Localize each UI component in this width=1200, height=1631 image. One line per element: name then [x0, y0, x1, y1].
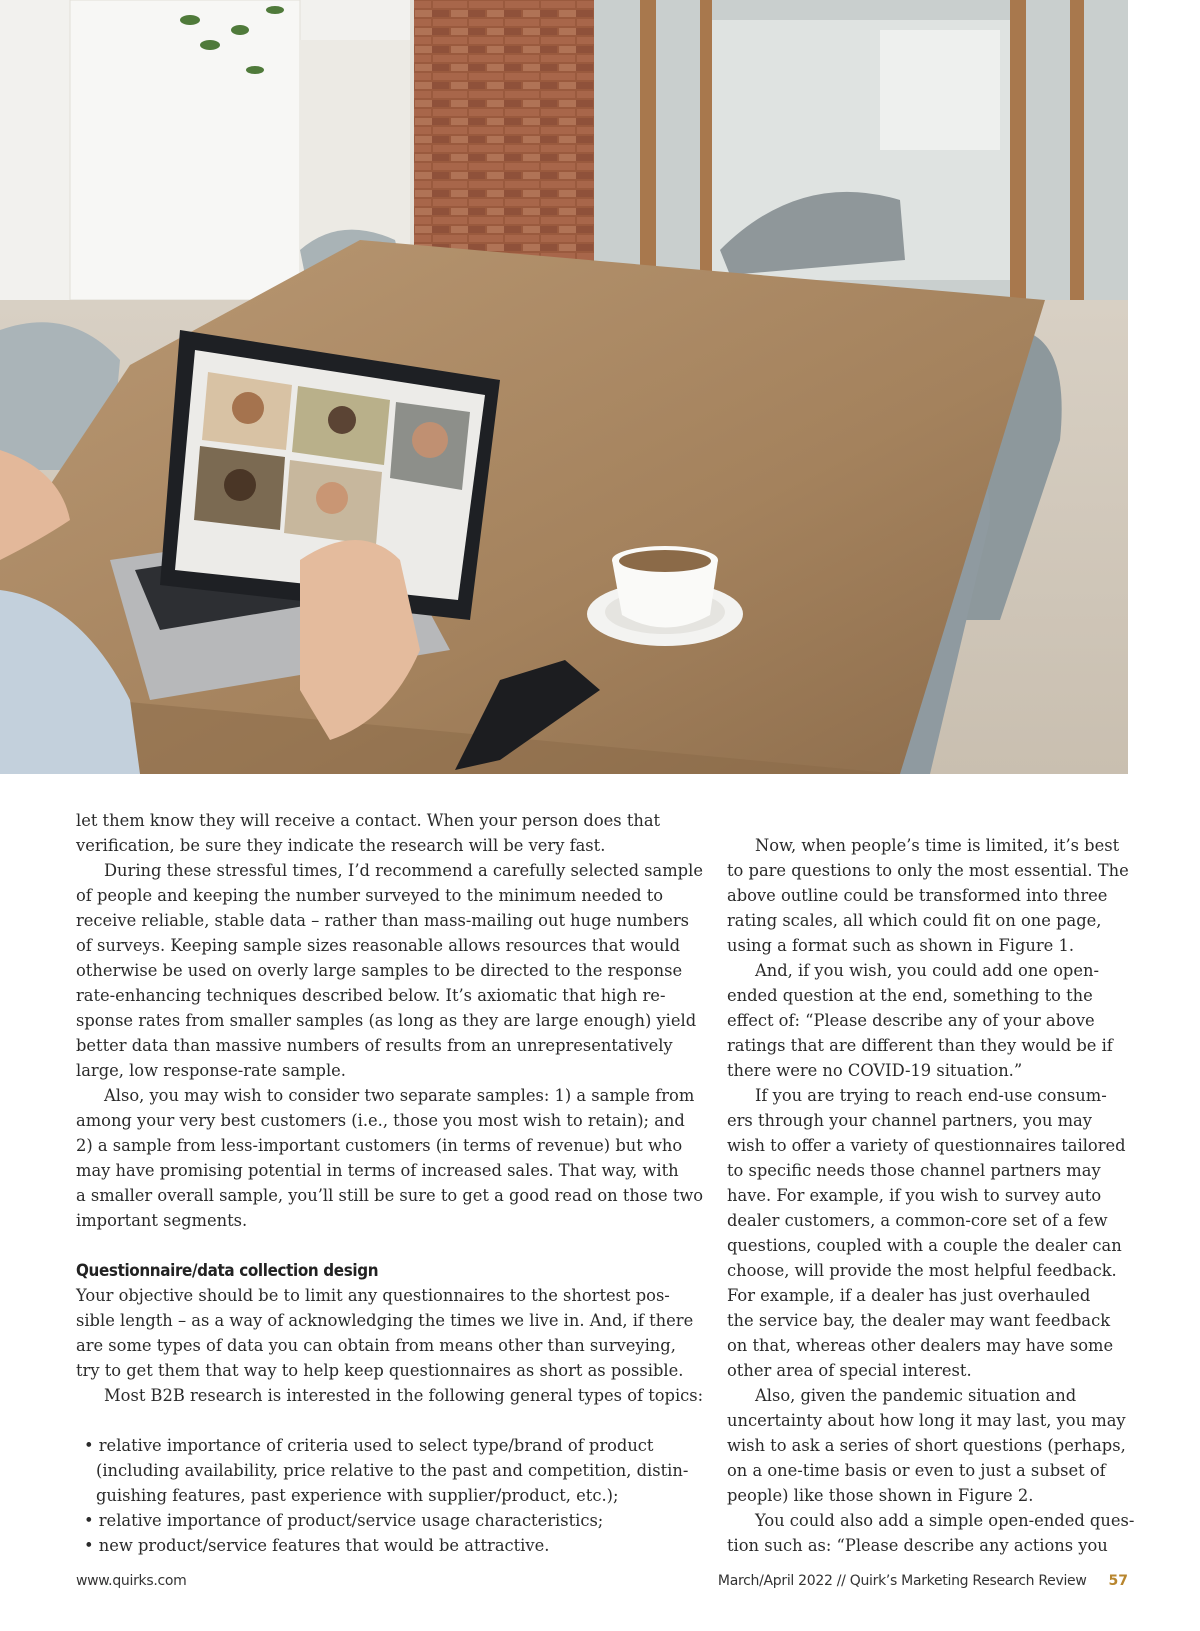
- body-line: effect of: “Please describe any of your above: [727, 1011, 1095, 1030]
- body-line: sponse rates from smaller samples (as long as they are large enough) yield: [76, 1011, 697, 1030]
- body-line: rate-enhancing techniques described below. It’s axiomatic that high re-: [76, 986, 666, 1005]
- body-line: 2) a sample from less-important customers (in terms of revenue) but who: [76, 1136, 683, 1155]
- body-line: If you are trying to reach end-use consum-: [755, 1086, 1107, 1105]
- body-line: may have promising potential in terms of increased sales. That way, with: [76, 1161, 679, 1180]
- body-line: sible length – as a way of acknowledging the times we live in. And, if there: [76, 1311, 694, 1330]
- body-line: rating scales, all which could fit on one page,: [727, 911, 1102, 930]
- body-line: Most B2B research is interested in the following general types of topics:: [104, 1386, 704, 1405]
- bullet-item: • relative importance of product/service usage characteristics;: [84, 1511, 604, 1530]
- body-line: ers through your channel partners, you may: [727, 1111, 1092, 1130]
- body-line: of people and keeping the number surveyed to the minimum needed to: [76, 886, 664, 905]
- bullet-item-continuation: (including availability, price relative to the past and competition, distin-: [96, 1461, 689, 1480]
- body-line: uncertainty about how long it may last, you may: [727, 1411, 1126, 1430]
- body-line: have. For example, if you wish to survey auto: [727, 1186, 1102, 1205]
- body-line: wish to offer a variety of questionnaires tailored: [727, 1136, 1126, 1155]
- body-line: choose, will provide the most helpful feedback.: [727, 1261, 1117, 1280]
- body-line: other area of special interest.: [727, 1361, 972, 1380]
- left-column: [76, 808, 704, 1558]
- body-line: Now, when people’s time is limited, it’s best: [755, 836, 1120, 855]
- body-line: people) like those shown in Figure 2.: [727, 1486, 1034, 1505]
- body-line: above outline could be transformed into three: [727, 886, 1108, 905]
- bullet-item: • new product/service features that would be attractive.: [84, 1536, 550, 1555]
- article-photo: [0, 0, 1128, 774]
- body-line: During these stressful times, I’d recommend a carefully selected sample: [104, 861, 703, 880]
- body-line: otherwise be used on overly large samples to be directed to the response: [76, 961, 683, 980]
- body-line: the service bay, the dealer may want feedback: [727, 1311, 1111, 1330]
- body-line: let them know they will receive a contact. When your person does that: [76, 811, 661, 830]
- body-line: receive reliable, stable data – rather than mass-mailing out huge numbers: [76, 911, 689, 930]
- body-line: using a format such as shown in Figure 1.: [727, 936, 1074, 955]
- body-line: there were no COVID-19 situation.”: [727, 1061, 1023, 1080]
- page-footer: [76, 1573, 1128, 1595]
- body-line: tion such as: “Please describe any actions you: [727, 1536, 1108, 1555]
- body-line: are some types of data you can obtain from means other than surveying,: [76, 1336, 676, 1355]
- body-line: verification, be sure they indicate the research will be very fast.: [76, 836, 606, 855]
- body-line: questions, coupled with a couple the dealer can: [727, 1236, 1122, 1255]
- right-column: [727, 833, 1135, 1558]
- body-line: Also, you may wish to consider two separate samples: 1) a sample from: [104, 1086, 695, 1105]
- body-line: better data than massive numbers of results from an unrepresentatively: [76, 1036, 673, 1055]
- page-number: 57: [1108, 1573, 1128, 1589]
- footer-issue-info: [718, 1573, 1128, 1589]
- body-line: to specific needs those channel partners may: [727, 1161, 1101, 1180]
- body-line: dealer customers, a common-core set of a few: [727, 1211, 1108, 1230]
- body-line: You could also add a simple open-ended ques-: [755, 1511, 1135, 1530]
- body-line: on a one-time basis or even to just a subset of: [727, 1461, 1106, 1480]
- video-call-photo-illustration: [0, 0, 1128, 774]
- body-line: among your very best customers (i.e., those you most wish to retain); and: [76, 1111, 685, 1130]
- body-line: to pare questions to only the most essential. The: [727, 861, 1129, 880]
- body-line: Also, given the pandemic situation and: [755, 1386, 1077, 1405]
- body-line: large, low response-rate sample.: [76, 1061, 346, 1080]
- body-line: For example, if a dealer has just overhauled: [727, 1286, 1091, 1305]
- bullet-item-continuation: guishing features, past experience with supplier/product, etc.);: [96, 1486, 619, 1505]
- section-heading: Questionnaire/data collection design: [76, 1261, 379, 1280]
- body-line: ended question at the end, something to the: [727, 986, 1093, 1005]
- body-line: of surveys. Keeping sample sizes reasonable allows resources that would: [76, 936, 681, 955]
- bullet-item: • relative importance of criteria used to select type/brand of product: [84, 1436, 654, 1455]
- body-line: wish to ask a series of short questions (perhaps,: [727, 1436, 1126, 1455]
- spacer: [76, 1233, 698, 1258]
- issue-label: March/April 2022 // Quirk’s Marketing Research Review: [717, 1573, 1087, 1589]
- body-line: important segments.: [76, 1211, 248, 1230]
- spacer: [76, 1408, 698, 1433]
- body-line: Your objective should be to limit any questionnaires to the shortest pos-: [76, 1286, 670, 1305]
- website-link[interactable]: www.quirks.com: [76, 1573, 187, 1589]
- body-line: try to get them that way to help keep questionnaires as short as possible.: [76, 1361, 684, 1380]
- body-line: And, if you wish, you could add one open-: [755, 961, 1099, 980]
- body-line: ratings that are different than they would be if: [727, 1036, 1113, 1055]
- body-line: on that, whereas other dealers may have some: [727, 1336, 1114, 1355]
- body-line: a smaller overall sample, you’ll still be sure to get a good read on those two: [76, 1186, 704, 1205]
